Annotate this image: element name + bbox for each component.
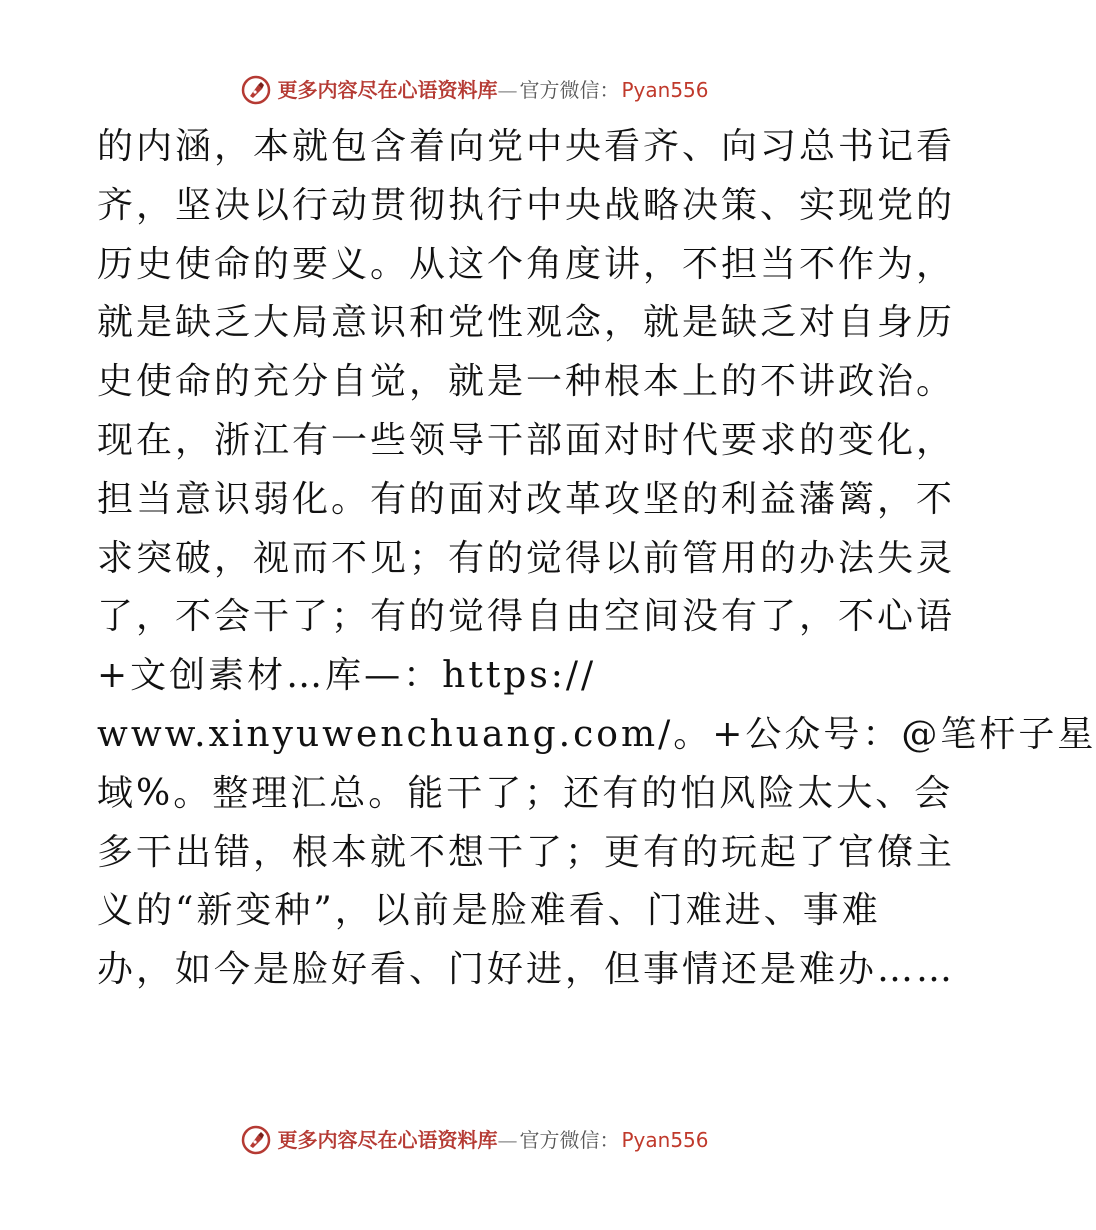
body-line: www.xinyuwenchuang.com/。+公众号：@笔杆子星 bbox=[97, 713, 1096, 755]
pen-nib-logo-icon bbox=[241, 1125, 271, 1155]
body-line: 义的“新变种”，以前是脸难看、门难进、事难 bbox=[97, 890, 881, 932]
body-line: 求突破，视而不见；有的觉得以前管用的办法失灵 bbox=[97, 537, 956, 579]
banner-main-text: 更多内容尽在心语资料库 bbox=[277, 78, 498, 102]
body-line: 了，不会干了；有的觉得自由空间没有了，不心语 bbox=[97, 596, 956, 638]
document-body bbox=[97, 118, 1096, 1000]
body-line: 的内涵，本就包含着向党中央看齐、向习总书记看 bbox=[97, 126, 956, 167]
body-line: 现在，浙江有一些领导干部面对时代要求的变化， bbox=[97, 419, 956, 461]
banner-wechat-id: Pyan556 bbox=[621, 78, 709, 102]
footer-banner bbox=[0, 1120, 950, 1160]
banner-wechat-label: 官方微信： bbox=[519, 1128, 620, 1152]
body-line: 齐，坚决以行动贯彻执行中央战略决策、实现党的 bbox=[97, 184, 956, 226]
body-line: 历史使命的要义。从这个角度讲，不担当不作为， bbox=[97, 243, 956, 285]
body-line: 史使命的充分自觉，就是一种根本上的不讲政治。 bbox=[97, 361, 956, 403]
banner-separator: — bbox=[497, 78, 518, 102]
body-line: 多干出错，根本就不想干了；更有的玩起了官僚主 bbox=[97, 831, 956, 873]
pen-nib-logo-icon bbox=[241, 75, 271, 105]
banner-separator: — bbox=[497, 1128, 518, 1152]
body-line: 担当意识弱化。有的面对改革攻坚的利益藩篱，不 bbox=[97, 478, 956, 520]
body-line: 办，如今是脸好看、门好进，但事情还是难办…… bbox=[97, 949, 956, 991]
banner-main-text: 更多内容尽在心语资料库 bbox=[277, 1128, 498, 1152]
body-line: +文创素材…库—：https:// bbox=[97, 655, 597, 697]
banner-wechat-id: Pyan556 bbox=[621, 1128, 709, 1152]
body-line: 域%。整理汇总。能干了；还有的怕风险太大、会 bbox=[97, 772, 954, 814]
banner-wechat-label: 官方微信： bbox=[519, 78, 620, 102]
header-banner bbox=[0, 70, 950, 110]
body-line: 就是缺乏大局意识和党性观念，就是缺乏对自身历 bbox=[97, 302, 956, 344]
